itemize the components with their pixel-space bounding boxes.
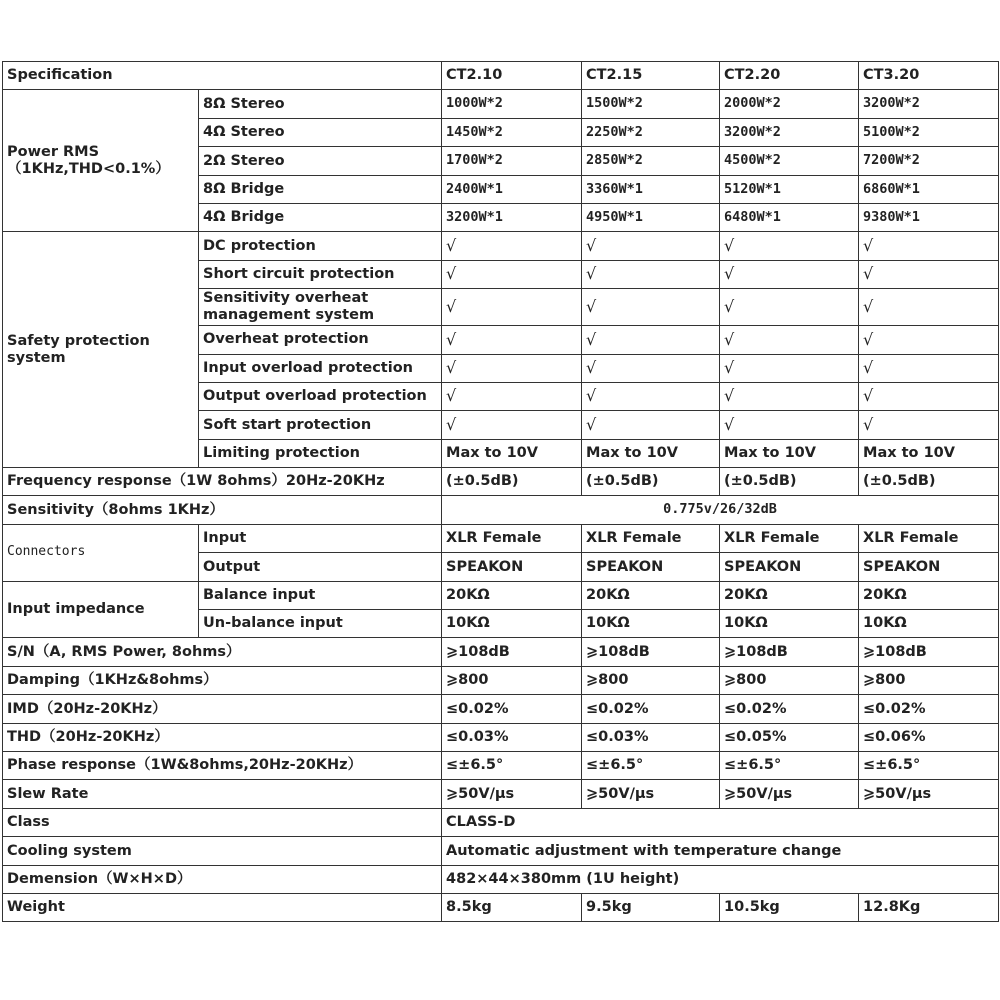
cooling-label: Cooling system: [3, 837, 442, 865]
spec-value: ≤0.02%: [859, 695, 999, 723]
impedance-value: 10KΩ: [442, 610, 582, 638]
cooling-row: [3, 837, 999, 865]
spec-value: ≤0.02%: [720, 695, 859, 723]
connector-value: SPEAKON: [859, 553, 999, 581]
safety-row-label: DC protection: [199, 232, 442, 260]
power-value: 6860W*1: [859, 175, 999, 203]
power-value: 7200W*2: [859, 147, 999, 175]
impedance-row-label: Un-balance input: [199, 610, 442, 638]
dimension-row: [3, 865, 999, 893]
power-group-subtitle: （1KHz,THD<0.1%）: [7, 160, 170, 177]
impedance-value: 10KΩ: [720, 610, 859, 638]
check-mark: √: [720, 232, 859, 260]
spec-value: ⩾50V/μs: [720, 780, 859, 808]
connector-value: SPEAKON: [442, 553, 582, 581]
check-mark: √: [720, 382, 859, 410]
power-value: 5100W*2: [859, 118, 999, 146]
power-value: 3360W*1: [582, 175, 720, 203]
cooling-value: Automatic adjustment with temperature change: [442, 837, 999, 865]
power-value: 6480W*1: [720, 203, 859, 231]
spec-value: ⩾50V/μs: [859, 780, 999, 808]
power-value: 2850W*2: [582, 147, 720, 175]
sensitivity-row: [3, 496, 999, 524]
impedance-value: 20KΩ: [582, 581, 720, 609]
power-value: 2400W*1: [442, 175, 582, 203]
dimension-value: 482×44×380mm (1U height): [442, 865, 999, 893]
spec-header-label: Specification: [3, 62, 442, 90]
spec-value: ⩾108dB: [442, 638, 582, 666]
class-label: Class: [3, 808, 442, 836]
spec-value: ≤0.03%: [442, 723, 582, 751]
check-mark: √: [859, 260, 999, 288]
spec-value: ⩾800: [720, 666, 859, 694]
spec-row: [3, 666, 999, 694]
power-value: 1450W*2: [442, 118, 582, 146]
spec-row: [3, 751, 999, 779]
frequency-label: Frequency response（1W 8ohms）20Hz-20KHz: [3, 468, 442, 496]
impedance-value: 20KΩ: [442, 581, 582, 609]
safety-row-label: Short circuit protection: [199, 260, 442, 288]
check-mark: √: [442, 289, 582, 326]
check-mark: √: [720, 411, 859, 439]
limiting-value: Max to 10V: [442, 439, 582, 467]
power-row: [3, 90, 999, 118]
model-header: CT2.15: [582, 62, 720, 90]
model-header: CT2.10: [442, 62, 582, 90]
check-mark: √: [582, 354, 720, 382]
weight-row: [3, 893, 999, 921]
spec-value: ≤±6.5°: [442, 751, 582, 779]
power-value: 3200W*2: [859, 90, 999, 118]
spec-value: ≤±6.5°: [859, 751, 999, 779]
sensitivity-value: 0.775v/26/32dB: [442, 496, 999, 524]
check-mark: √: [582, 232, 720, 260]
class-value: CLASS-D: [442, 808, 999, 836]
check-mark: √: [582, 326, 720, 354]
connector-value: SPEAKON: [582, 553, 720, 581]
check-mark: √: [859, 289, 999, 326]
check-mark: √: [442, 326, 582, 354]
connector-row: [3, 524, 999, 552]
power-value: 4500W*2: [720, 147, 859, 175]
power-row-label: 8Ω Stereo: [199, 90, 442, 118]
impedance-value: 20KΩ: [859, 581, 999, 609]
connectors-group-label: Connectors: [3, 524, 199, 581]
spec-row: [3, 723, 999, 751]
power-row-label: 2Ω Stereo: [199, 147, 442, 175]
power-value: 1700W*2: [442, 147, 582, 175]
frequency-value: (±0.5dB): [859, 468, 999, 496]
impedance-value: 20KΩ: [720, 581, 859, 609]
check-mark: √: [859, 382, 999, 410]
check-mark: √: [859, 354, 999, 382]
connector-row-label: Output: [199, 553, 442, 581]
spec-value: ⩾50V/μs: [442, 780, 582, 808]
impedance-group-label: Input impedance: [3, 581, 199, 638]
spec-value: ⩾108dB: [582, 638, 720, 666]
limiting-value: Max to 10V: [720, 439, 859, 467]
connector-value: XLR Female: [859, 524, 999, 552]
check-mark: √: [582, 260, 720, 288]
spec-value: ≤0.06%: [859, 723, 999, 751]
frequency-row: [3, 468, 999, 496]
spec-row-label: S/N（A, RMS Power, 8ohms）: [3, 638, 442, 666]
limiting-value: Max to 10V: [582, 439, 720, 467]
spec-value: ⩾108dB: [859, 638, 999, 666]
power-value: 2000W*2: [720, 90, 859, 118]
frequency-value: (±0.5dB): [720, 468, 859, 496]
impedance-value: 10KΩ: [859, 610, 999, 638]
spec-row: [3, 638, 999, 666]
spec-row-label: Damping（1KHz&8ohms）: [3, 666, 442, 694]
spec-value: ≤0.02%: [582, 695, 720, 723]
power-value: 1000W*2: [442, 90, 582, 118]
model-header: CT2.20: [720, 62, 859, 90]
check-mark: √: [442, 354, 582, 382]
spec-row: [3, 695, 999, 723]
spec-value: ≤±6.5°: [582, 751, 720, 779]
power-value: 3200W*1: [442, 203, 582, 231]
power-value: 9380W*1: [859, 203, 999, 231]
spec-table: [2, 61, 999, 922]
connector-value: XLR Female: [720, 524, 859, 552]
check-mark: √: [859, 411, 999, 439]
check-mark: √: [582, 382, 720, 410]
spec-value: ⩾800: [442, 666, 582, 694]
check-mark: √: [442, 411, 582, 439]
spec-value: ≤0.02%: [442, 695, 582, 723]
safety-row-label: Input overload protection: [199, 354, 442, 382]
connector-value: XLR Female: [442, 524, 582, 552]
limiting-value: Max to 10V: [859, 439, 999, 467]
sensitivity-label: Sensitivity（8ohms 1KHz）: [3, 496, 442, 524]
connector-row-label: Input: [199, 524, 442, 552]
safety-row-label: Soft start protection: [199, 411, 442, 439]
safety-row-label: Limiting protection: [199, 439, 442, 467]
connector-value: SPEAKON: [720, 553, 859, 581]
weight-value: 9.5kg: [582, 893, 720, 921]
check-mark: √: [582, 411, 720, 439]
check-mark: √: [442, 232, 582, 260]
check-mark: √: [720, 354, 859, 382]
spec-row-label: Slew Rate: [3, 780, 442, 808]
safety-group-label: Safety protection system: [3, 232, 199, 468]
weight-value: 10.5kg: [720, 893, 859, 921]
power-value: 2250W*2: [582, 118, 720, 146]
dimension-label: Demension（W×H×D）: [3, 865, 442, 893]
weight-value: 8.5kg: [442, 893, 582, 921]
class-row: [3, 808, 999, 836]
safety-row-label: Sensitivity overheat management system: [199, 289, 442, 326]
safety-row-label: Output overload protection: [199, 382, 442, 410]
spec-row-label: IMD（20Hz-20KHz）: [3, 695, 442, 723]
power-value: 4950W*1: [582, 203, 720, 231]
spec-value: ⩾800: [582, 666, 720, 694]
spec-value: ⩾108dB: [720, 638, 859, 666]
safety-row: [3, 232, 999, 260]
spec-row: [3, 780, 999, 808]
impedance-row: [3, 581, 999, 609]
power-row-label: 8Ω Bridge: [199, 175, 442, 203]
spec-value: ⩾50V/μs: [582, 780, 720, 808]
model-header: CT3.20: [859, 62, 999, 90]
spec-value: ≤0.05%: [720, 723, 859, 751]
impedance-row-label: Balance input: [199, 581, 442, 609]
weight-value: 12.8Kg: [859, 893, 999, 921]
check-mark: √: [859, 232, 999, 260]
check-mark: √: [720, 326, 859, 354]
spec-row-label: THD（20Hz-20KHz）: [3, 723, 442, 751]
frequency-value: (±0.5dB): [442, 468, 582, 496]
check-mark: √: [582, 289, 720, 326]
weight-label: Weight: [3, 893, 442, 921]
power-group-title: Power RMS: [7, 144, 100, 161]
frequency-value: (±0.5dB): [582, 468, 720, 496]
power-row-label: 4Ω Bridge: [199, 203, 442, 231]
check-mark: √: [720, 289, 859, 326]
spec-value: ≤±6.5°: [720, 751, 859, 779]
power-row-label: 4Ω Stereo: [199, 118, 442, 146]
spec-row-label: Phase response（1W&8ohms,20Hz-20KHz）: [3, 751, 442, 779]
impedance-value: 10KΩ: [582, 610, 720, 638]
check-mark: √: [442, 260, 582, 288]
power-value: 3200W*2: [720, 118, 859, 146]
check-mark: √: [442, 382, 582, 410]
check-mark: √: [859, 326, 999, 354]
power-value: 5120W*1: [720, 175, 859, 203]
connector-value: XLR Female: [582, 524, 720, 552]
header-row: [3, 62, 999, 90]
spec-value: ≤0.03%: [582, 723, 720, 751]
spec-value: ⩾800: [859, 666, 999, 694]
safety-row-label: Overheat protection: [199, 326, 442, 354]
power-group-label: [3, 90, 199, 232]
check-mark: √: [720, 260, 859, 288]
power-value: 1500W*2: [582, 90, 720, 118]
